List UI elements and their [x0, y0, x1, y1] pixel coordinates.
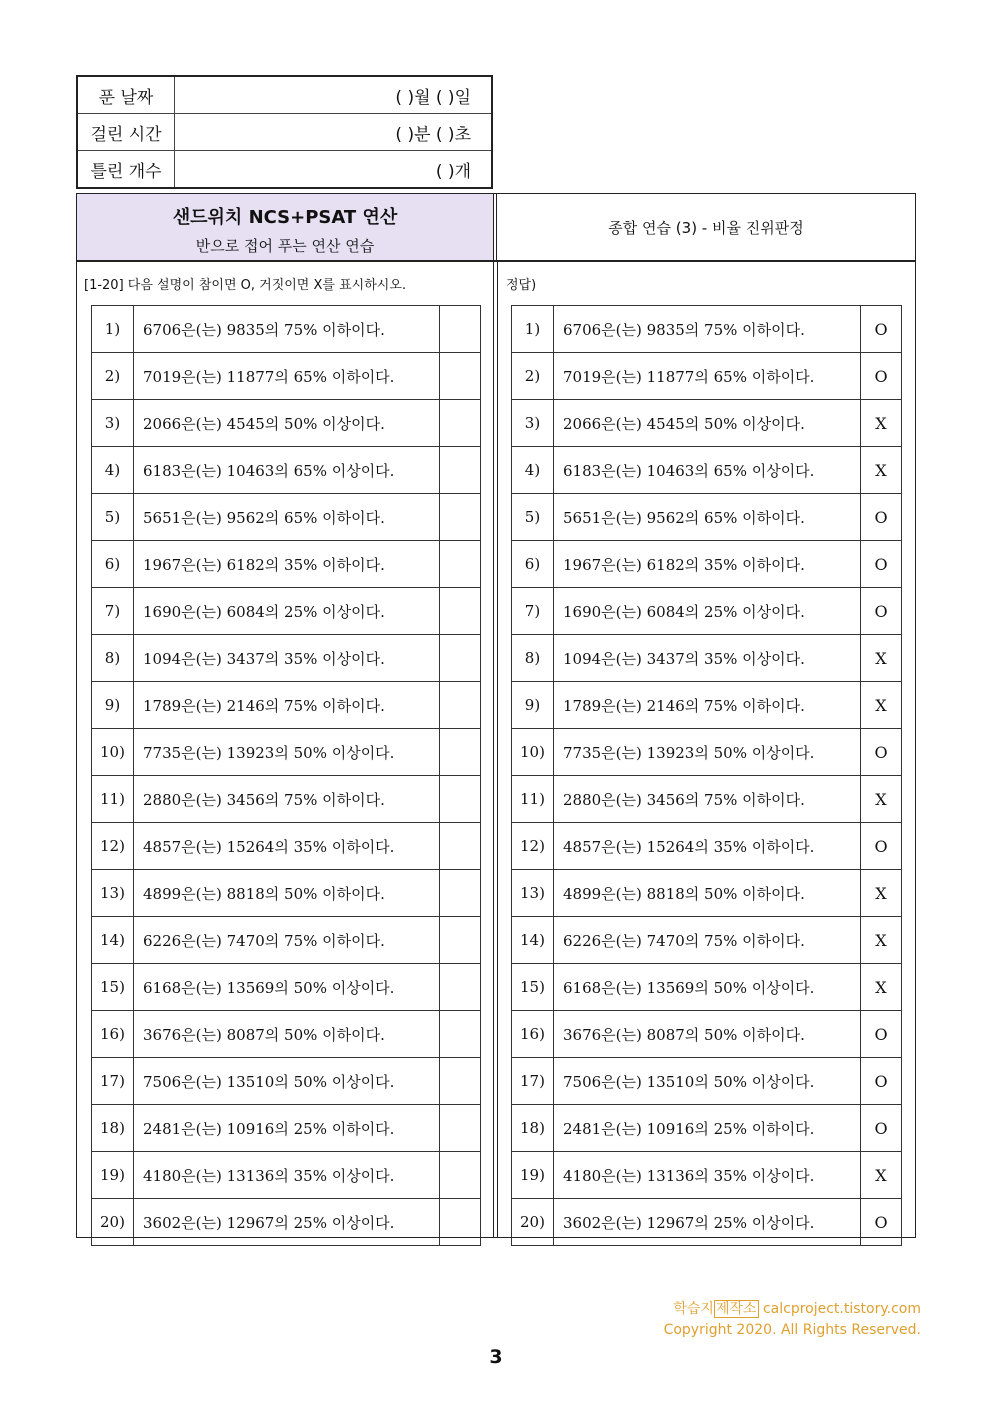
answer-blank[interactable] — [440, 1058, 481, 1105]
answer-mark: O — [861, 1105, 902, 1152]
answer-row — [512, 1199, 902, 1246]
worksheet-title-box — [76, 193, 494, 261]
answer-blank[interactable] — [440, 1011, 481, 1058]
answer-row — [512, 306, 902, 353]
question-number: 7) — [92, 588, 134, 635]
question-text: 4180은(는) 13136의 35% 이상이다. — [134, 1152, 440, 1199]
answer-mark: X — [861, 635, 902, 682]
question-text: 1789은(는) 2146의 75% 이하이다. — [134, 682, 440, 729]
question-text: 6706은(는) 9835의 75% 이하이다. — [134, 306, 440, 353]
brand-name-boxed: 제작소 — [715, 1301, 757, 1317]
question-number: 13) — [512, 870, 554, 917]
question-number: 2) — [92, 353, 134, 400]
answer-blank[interactable] — [440, 823, 481, 870]
question-number: 7) — [512, 588, 554, 635]
question-number: 5) — [92, 494, 134, 541]
record-row — [77, 76, 492, 114]
fold-line — [497, 261, 498, 1238]
question-number: 6) — [92, 541, 134, 588]
question-row — [92, 917, 481, 964]
record-value[interactable]: ( )분 ( )초 — [175, 114, 493, 151]
question-text: 5651은(는) 9562의 65% 이하이다. — [134, 494, 440, 541]
question-number: 17) — [512, 1058, 554, 1105]
question-number: 12) — [92, 823, 134, 870]
question-row — [92, 1152, 481, 1199]
answer-blank[interactable] — [440, 776, 481, 823]
answer-row — [512, 1105, 902, 1152]
answer-mark: O — [861, 306, 902, 353]
question-text: 2481은(는) 10916의 25% 이하이다. — [134, 1105, 440, 1152]
answer-blank[interactable] — [440, 917, 481, 964]
answer-row — [512, 1152, 902, 1199]
question-text: 3676은(는) 8087의 50% 이하이다. — [554, 1011, 861, 1058]
record-label: 푼 날짜 — [77, 76, 175, 114]
answer-blank[interactable] — [440, 494, 481, 541]
record-value[interactable]: ( )개 — [175, 151, 493, 189]
copyright: Copyright 2020. All Rights Reserved. — [663, 1322, 921, 1338]
question-number: 20) — [92, 1199, 134, 1246]
question-number: 8) — [92, 635, 134, 682]
answer-mark: O — [861, 588, 902, 635]
question-row — [92, 682, 481, 729]
question-text: 6168은(는) 13569의 50% 이상이다. — [554, 964, 861, 1011]
answer-row — [512, 823, 902, 870]
question-text: 5651은(는) 9562의 65% 이하이다. — [554, 494, 861, 541]
answer-table — [511, 305, 902, 1246]
question-text: 4899은(는) 8818의 50% 이하이다. — [134, 870, 440, 917]
instruction: [1-20] 다음 설명이 참이면 O, 거짓이면 X를 표시하시오. — [84, 278, 407, 293]
answer-blank[interactable] — [440, 1105, 481, 1152]
question-text: 2880은(는) 3456의 75% 이하이다. — [554, 776, 861, 823]
question-row — [92, 494, 481, 541]
answer-blank[interactable] — [440, 400, 481, 447]
question-row — [92, 1105, 481, 1152]
question-number: 8) — [512, 635, 554, 682]
answer-mark: O — [861, 1058, 902, 1105]
question-number: 18) — [92, 1105, 134, 1152]
record-row — [77, 151, 492, 189]
answer-row — [512, 635, 902, 682]
answer-mark: X — [861, 682, 902, 729]
question-number: 18) — [512, 1105, 554, 1152]
answer-mark: O — [861, 494, 902, 541]
question-number: 14) — [512, 917, 554, 964]
brand-name: 학습지 — [673, 1301, 714, 1317]
question-number: 10) — [512, 729, 554, 776]
question-text: 7506은(는) 13510의 50% 이상이다. — [134, 1058, 440, 1105]
answer-row — [512, 870, 902, 917]
question-number: 4) — [512, 447, 554, 494]
question-number: 12) — [512, 823, 554, 870]
question-text: 6183은(는) 10463의 65% 이상이다. — [134, 447, 440, 494]
answer-mark: X — [861, 917, 902, 964]
question-number: 15) — [92, 964, 134, 1011]
question-row — [92, 870, 481, 917]
question-number: 5) — [512, 494, 554, 541]
answer-row — [512, 353, 902, 400]
question-text: 1094은(는) 3437의 35% 이상이다. — [554, 635, 861, 682]
worksheet-title: 샌드위치 NCS+PSAT 연산 — [172, 207, 398, 228]
answer-row — [512, 1058, 902, 1105]
question-text: 7019은(는) 11877의 65% 이하이다. — [134, 353, 440, 400]
question-number: 10) — [92, 729, 134, 776]
answer-mark: X — [861, 776, 902, 823]
answer-blank[interactable] — [440, 635, 481, 682]
question-text: 6226은(는) 7470의 75% 이하이다. — [134, 917, 440, 964]
answer-label: 정답) — [506, 278, 537, 293]
question-text: 6168은(는) 13569의 50% 이상이다. — [134, 964, 440, 1011]
question-text: 4899은(는) 8818의 50% 이하이다. — [554, 870, 861, 917]
question-row — [92, 353, 481, 400]
question-text: 2880은(는) 3456의 75% 이하이다. — [134, 776, 440, 823]
answer-mark: X — [861, 447, 902, 494]
question-text: 7735은(는) 13923의 50% 이상이다. — [554, 729, 861, 776]
answer-mark: X — [861, 964, 902, 1011]
question-number: 11) — [512, 776, 554, 823]
answer-blank[interactable] — [440, 964, 481, 1011]
answer-blank[interactable] — [440, 1152, 481, 1199]
answer-mark: O — [861, 541, 902, 588]
question-number: 20) — [512, 1199, 554, 1246]
question-number: 1) — [512, 306, 554, 353]
answer-row — [512, 447, 902, 494]
question-text: 7735은(는) 13923의 50% 이상이다. — [134, 729, 440, 776]
answer-row — [512, 682, 902, 729]
answer-row — [512, 917, 902, 964]
answer-row — [512, 776, 902, 823]
question-row — [92, 447, 481, 494]
question-number: 19) — [512, 1152, 554, 1199]
question-number: 11) — [92, 776, 134, 823]
question-row — [92, 823, 481, 870]
question-text: 3602은(는) 12967의 25% 이상이다. — [554, 1199, 861, 1246]
question-text: 1690은(는) 6084의 25% 이상이다. — [134, 588, 440, 635]
answer-mark: O — [861, 823, 902, 870]
question-number: 9) — [92, 682, 134, 729]
question-text: 4857은(는) 15264의 35% 이하이다. — [554, 823, 861, 870]
answer-blank[interactable] — [440, 447, 481, 494]
record-label: 걸린 시간 — [77, 114, 175, 151]
question-number: 16) — [512, 1011, 554, 1058]
question-row — [92, 964, 481, 1011]
record-value[interactable]: ( )월 ( )일 — [175, 76, 493, 114]
brand-line — [673, 1298, 921, 1318]
answer-row — [512, 729, 902, 776]
question-row — [92, 1199, 481, 1246]
question-text: 1967은(는) 6182의 35% 이하이다. — [134, 541, 440, 588]
brand-url: calcproject.tistory.com — [758, 1301, 921, 1317]
question-text: 1690은(는) 6084의 25% 이상이다. — [554, 588, 861, 635]
question-number: 16) — [92, 1011, 134, 1058]
question-number: 4) — [92, 447, 134, 494]
question-text: 4857은(는) 15264의 35% 이하이다. — [134, 823, 440, 870]
question-text: 6226은(는) 7470의 75% 이하이다. — [554, 917, 861, 964]
answer-blank[interactable] — [440, 729, 481, 776]
question-row — [92, 729, 481, 776]
question-text: 2481은(는) 10916의 25% 이하이다. — [554, 1105, 861, 1152]
answer-mark: O — [861, 353, 902, 400]
page-number: 3 — [489, 1346, 503, 1368]
question-text: 1967은(는) 6182의 35% 이하이다. — [554, 541, 861, 588]
question-row — [92, 1058, 481, 1105]
answer-mark: X — [861, 870, 902, 917]
fold-line — [493, 261, 494, 1238]
question-text: 6706은(는) 9835의 75% 이하이다. — [554, 306, 861, 353]
answer-row — [512, 494, 902, 541]
answer-mark: X — [861, 400, 902, 447]
question-number: 3) — [512, 400, 554, 447]
question-number: 19) — [92, 1152, 134, 1199]
question-text: 2066은(는) 4545의 50% 이상이다. — [134, 400, 440, 447]
question-text: 1789은(는) 2146의 75% 이하이다. — [554, 682, 861, 729]
question-number: 6) — [512, 541, 554, 588]
question-row — [92, 400, 481, 447]
question-number: 15) — [512, 964, 554, 1011]
answer-blank[interactable] — [440, 682, 481, 729]
practice-title: 종합 연습 (3) - 비율 진위판정 — [608, 218, 804, 237]
question-row — [92, 306, 481, 353]
question-row — [92, 541, 481, 588]
question-row — [92, 635, 481, 682]
question-text: 7019은(는) 11877의 65% 이하이다. — [554, 353, 861, 400]
worksheet-subtitle: 반으로 접어 푸는 연산 연습 — [195, 237, 375, 255]
question-text: 3602은(는) 12967의 25% 이상이다. — [134, 1199, 440, 1246]
answer-row — [512, 1011, 902, 1058]
record-table — [76, 75, 493, 189]
question-text: 6183은(는) 10463의 65% 이상이다. — [554, 447, 861, 494]
question-row — [92, 1011, 481, 1058]
question-number: 17) — [92, 1058, 134, 1105]
answer-row — [512, 541, 902, 588]
answer-mark: O — [861, 1011, 902, 1058]
answer-row — [512, 588, 902, 635]
answer-mark: O — [861, 729, 902, 776]
question-number: 2) — [512, 353, 554, 400]
answer-row — [512, 964, 902, 1011]
question-number: 14) — [92, 917, 134, 964]
question-text: 2066은(는) 4545의 50% 이상이다. — [554, 400, 861, 447]
question-row — [92, 776, 481, 823]
question-row — [92, 588, 481, 635]
question-number: 13) — [92, 870, 134, 917]
answer-blank[interactable] — [440, 588, 481, 635]
answer-blank[interactable] — [440, 541, 481, 588]
answer-blank[interactable] — [440, 870, 481, 917]
answer-blank[interactable] — [440, 1199, 481, 1246]
practice-title-box — [496, 193, 916, 261]
question-number: 1) — [92, 306, 134, 353]
question-number: 9) — [512, 682, 554, 729]
answer-mark: X — [861, 1152, 902, 1199]
answer-row — [512, 400, 902, 447]
record-label: 틀린 개수 — [77, 151, 175, 189]
question-number: 3) — [92, 400, 134, 447]
question-text: 3676은(는) 8087의 50% 이하이다. — [134, 1011, 440, 1058]
question-table — [91, 305, 481, 1246]
question-text: 1094은(는) 3437의 35% 이상이다. — [134, 635, 440, 682]
answer-mark: O — [861, 1199, 902, 1246]
answer-blank[interactable] — [440, 353, 481, 400]
question-text: 4180은(는) 13136의 35% 이상이다. — [554, 1152, 861, 1199]
answer-blank[interactable] — [440, 306, 481, 353]
record-row — [77, 114, 492, 151]
question-text: 7506은(는) 13510의 50% 이상이다. — [554, 1058, 861, 1105]
